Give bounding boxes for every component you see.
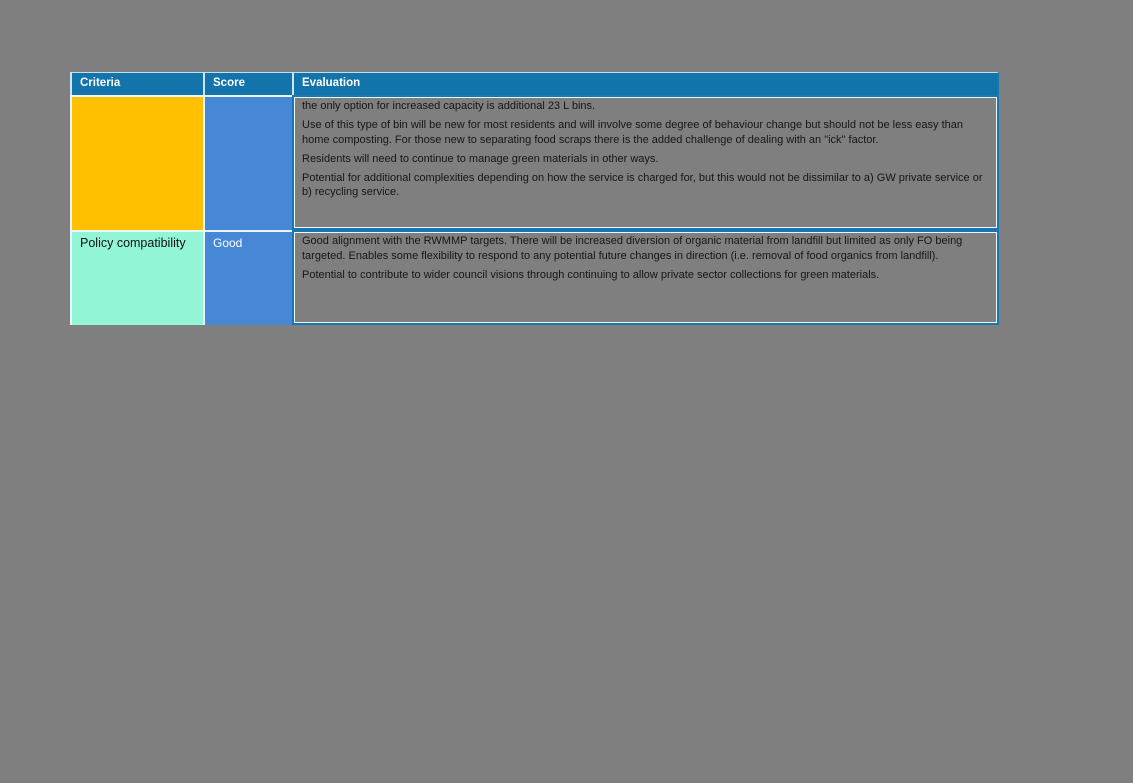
evaluation-cell-row1 bbox=[292, 95, 999, 230]
evaluation-paragraph: the only option for increased capacity is additional 23 L bins. bbox=[302, 100, 596, 112]
evaluation-paragraph: Potential to contribute to wider council visions through continuing to allow private sector collections for green materials. bbox=[302, 268, 880, 281]
score-cell-policy-compatibility bbox=[203, 230, 292, 325]
criteria-cell-row1 bbox=[70, 95, 203, 230]
score-cell-row1 bbox=[203, 95, 292, 230]
evaluation-paragraph: Good alignment with the RWMMP targets. There will be increased diversion of organic material from landfill but limited as only FO being targeted. Enables some flexibility to respond to any potential future changes in direction (i.e. removal of food organics from landfill). bbox=[302, 235, 963, 262]
evaluation-cell-policy-compatibility bbox=[292, 230, 999, 325]
header-label-score: Score bbox=[213, 77, 245, 89]
evaluation-paragraph: Potential for additional complexities depending on how the service is charged for, but this would not be dissimilar to a) GW private service or b) recycling service. bbox=[302, 171, 983, 199]
header-cell-evaluation bbox=[292, 72, 999, 95]
criteria-cell-policy-compatibility bbox=[70, 230, 203, 325]
header-label-criteria: Criteria bbox=[80, 77, 121, 89]
header-label-evaluation: Evaluation bbox=[302, 77, 361, 89]
evaluation-paragraph: Use of this type of bin will be new for most residents and will involve some degree of behaviour change but should not be less easy than home composting. For those new to separating food scraps there is the added challenge of dealing with an "ick" factor. bbox=[302, 119, 963, 146]
header-cell-score bbox=[203, 72, 292, 95]
score-label-good: Good bbox=[213, 236, 243, 250]
evaluation-paragraph: Residents will need to continue to manage green materials in other ways. bbox=[302, 152, 659, 165]
evaluation-table bbox=[70, 72, 999, 325]
criteria-label-policy-compatibility: Policy compatibility bbox=[80, 236, 186, 250]
header-cell-criteria bbox=[70, 72, 203, 95]
